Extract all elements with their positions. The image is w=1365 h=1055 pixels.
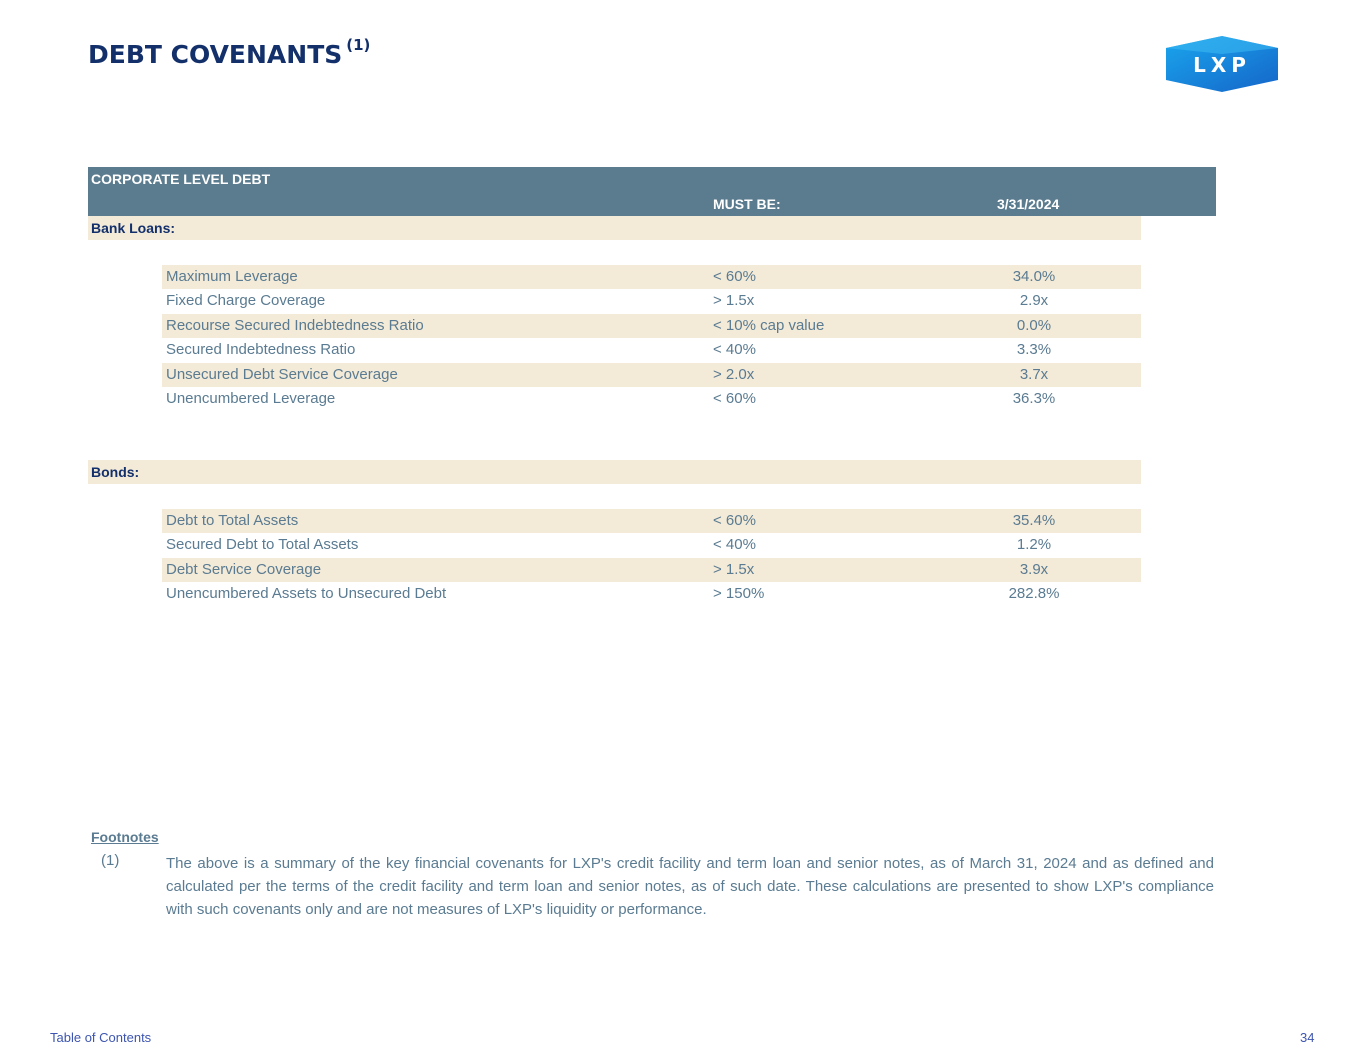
row-requirement: < 10% cap value — [713, 317, 825, 334]
col-must-be: MUST BE: — [713, 196, 781, 212]
row-value: 3.3% — [1016, 341, 1052, 358]
footnote-text: The above is a summary of the key financial covenants for LXP's credit facility and term loan and senior notes, as of March 31, 2024 and as defined and calculated per the terms of the credit facility and term loan and senior notes, as of such date. These calculations are presented to show LXP's compliance with such covenants only and are not measures of LXP's liquidity or performance. — [166, 855, 1214, 918]
table-row — [162, 387, 1141, 411]
table-row — [162, 363, 1141, 387]
row-value: 36.3% — [1012, 390, 1056, 407]
row-label: Maximum Leverage — [166, 268, 298, 285]
row-requirement: < 40% — [713, 536, 756, 553]
row-value: 282.8% — [1008, 585, 1060, 602]
row-requirement: < 60% — [713, 512, 756, 529]
row-label: Unsecured Debt Service Coverage — [166, 366, 398, 383]
row-requirement: < 60% — [713, 390, 756, 407]
lxp-logo — [1166, 36, 1278, 92]
row-requirement: < 60% — [713, 268, 756, 285]
table-row — [162, 533, 1141, 557]
table-row — [162, 265, 1141, 289]
row-requirement: > 1.5x — [713, 561, 755, 578]
row-value: 3.9x — [1019, 561, 1049, 578]
row-requirement: < 40% — [713, 341, 756, 358]
row-label: Debt Service Coverage — [166, 561, 322, 578]
row-value: 2.9x — [1019, 292, 1049, 309]
table-row — [162, 338, 1141, 362]
footnotes-title: Footnotes — [91, 829, 159, 845]
row-label: Secured Indebtedness Ratio — [166, 341, 356, 358]
logo-text: LXP — [1193, 53, 1251, 77]
row-value: 0.0% — [1016, 317, 1052, 334]
col-date: 3/31/2024 — [997, 196, 1060, 212]
row-value: 3.7x — [1019, 366, 1049, 383]
title-footnote-ref: (1) — [346, 36, 371, 54]
row-requirement: > 2.0x — [713, 366, 755, 383]
table-header-title: CORPORATE LEVEL DEBT — [91, 171, 271, 187]
section-bonds: Bonds: — [88, 460, 1141, 484]
page-title: DEBT COVENANTS $^{(1)}$ — [88, 36, 371, 69]
row-label: Recourse Secured Indebtedness Ratio — [166, 317, 424, 334]
row-value: 34.0% — [1012, 268, 1056, 285]
row-label: Debt to Total Assets — [166, 512, 299, 529]
table-row — [162, 582, 1141, 606]
section-bank-loans: Bank Loans: — [88, 216, 1141, 240]
table-header — [88, 167, 1216, 216]
row-label: Unencumbered Leverage — [166, 390, 336, 407]
row-value: 1.2% — [1016, 536, 1052, 553]
table-row — [162, 509, 1141, 533]
row-label: Secured Debt to Total Assets — [166, 536, 359, 553]
row-label: Unencumbered Assets to Unsecured Debt — [166, 585, 447, 602]
row-label: Fixed Charge Coverage — [166, 292, 326, 309]
footnote-number: (1) — [101, 852, 120, 869]
table-row — [162, 558, 1141, 582]
row-requirement: > 150% — [713, 585, 765, 602]
table-row — [162, 314, 1141, 338]
page-number: 34 — [1300, 1030, 1315, 1045]
table-of-contents-link[interactable]: Table of Contents — [50, 1030, 152, 1045]
table-row — [162, 289, 1141, 313]
row-value: 35.4% — [1012, 512, 1056, 529]
row-requirement: > 1.5x — [713, 292, 755, 309]
